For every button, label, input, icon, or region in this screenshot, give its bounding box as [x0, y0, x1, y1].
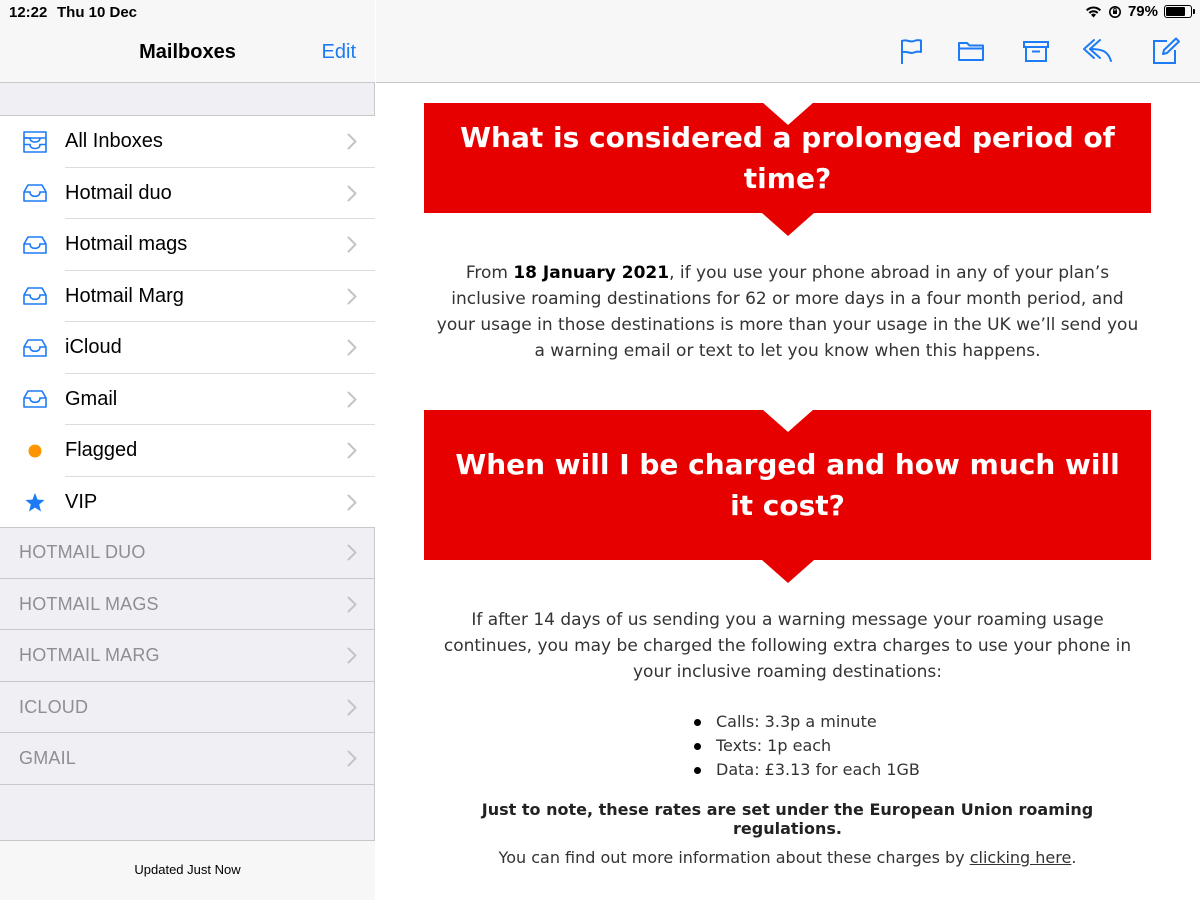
mailbox-icon — [20, 168, 50, 220]
chevron-right-icon — [347, 750, 357, 767]
orientation-lock-icon — [1108, 5, 1122, 19]
mailbox-label: VIP — [65, 490, 98, 513]
chevron-right-icon — [347, 339, 357, 356]
email-body — [376, 84, 1200, 900]
chevron-right-icon — [347, 185, 357, 202]
mailbox-row-hotmail-marg[interactable] — [0, 271, 375, 323]
battery-icon — [1164, 5, 1192, 18]
charges-list — [694, 710, 920, 782]
folder-icon — [957, 37, 985, 63]
chevron — [347, 647, 357, 669]
account-row-hotmail-marg[interactable] — [0, 630, 375, 682]
sidebar-footer — [0, 840, 375, 900]
banner-arrow — [762, 213, 814, 236]
mailbox-label: Gmail — [65, 387, 118, 410]
reply-button[interactable] — [1080, 37, 1116, 67]
flag-button[interactable] — [898, 37, 928, 67]
mailbox-row-gmail[interactable] — [0, 374, 375, 426]
heading-banner-2 — [424, 410, 1151, 560]
mailbox-row-hotmail-duo[interactable] — [0, 168, 375, 220]
mailbox-label: Hotmail mags — [65, 233, 188, 256]
star-icon — [24, 492, 46, 513]
chevron-right-icon — [347, 494, 357, 511]
chevron-right-icon — [347, 236, 357, 253]
all-inboxes-icon — [21, 129, 49, 155]
heading-charges: When will I be charged and how much will it cost? — [455, 448, 1120, 522]
archive-icon — [1022, 37, 1050, 63]
inbox-tray-icon — [21, 338, 49, 358]
banner-notch — [762, 409, 814, 432]
mailbox-list — [0, 115, 375, 528]
mailbox-icon — [20, 116, 50, 168]
paragraph-prolonged-period — [436, 260, 1139, 364]
edit-button[interactable]: Edit — [321, 41, 356, 63]
chevron — [347, 596, 357, 618]
compose-icon — [1151, 37, 1181, 65]
chevron-right-icon — [347, 596, 357, 613]
account-label: GMAIL — [19, 748, 77, 769]
battery-fill — [1166, 7, 1185, 16]
account-list — [0, 527, 375, 785]
chevron — [347, 185, 357, 207]
status-time: 12:22 — [9, 4, 48, 21]
battery-percent: 79% — [1127, 3, 1158, 20]
chevron-right-icon — [347, 699, 357, 716]
mailboxes-sidebar — [0, 0, 375, 900]
chevron-right-icon — [347, 647, 357, 664]
mailbox-icon — [20, 374, 50, 426]
charge-item: Data: £3.13 for each 1GB — [694, 758, 920, 782]
flag-icon — [898, 37, 924, 65]
mailbox-row-vip[interactable] — [0, 477, 375, 529]
inbox-tray-icon — [21, 235, 49, 255]
para1-date: 18 January 2021 — [513, 263, 670, 283]
row-separator — [0, 784, 375, 785]
wifi-icon — [1085, 5, 1102, 18]
chevron — [347, 442, 357, 464]
chevron-right-icon — [347, 442, 357, 459]
account-row-gmail[interactable] — [0, 733, 375, 785]
more-info-suffix: . — [1071, 848, 1077, 867]
chevron — [347, 494, 357, 516]
mailbox-label: All Inboxes — [65, 130, 163, 153]
banner-arrow — [762, 560, 814, 583]
account-label: HOTMAIL MAGS — [19, 593, 159, 614]
mailbox-row-icloud[interactable] — [0, 322, 375, 374]
inbox-tray-icon — [21, 183, 49, 203]
mailbox-label: Hotmail duo — [65, 181, 172, 204]
chevron — [347, 699, 357, 721]
account-label: HOTMAIL MARG — [19, 645, 160, 666]
mailbox-icon — [20, 322, 50, 374]
chevron-right-icon — [347, 133, 357, 150]
mailbox-icon — [20, 425, 50, 477]
more-info-line — [436, 848, 1139, 867]
mailbox-label: iCloud — [65, 336, 122, 359]
eu-regulations-note: Just to note, these rates are set under the European Union roaming regulations. — [481, 800, 1094, 838]
status-date: Thu 10 Dec — [57, 4, 138, 21]
chevron — [347, 339, 357, 361]
chevron — [347, 544, 357, 566]
account-row-icloud[interactable] — [0, 682, 375, 734]
compose-button[interactable] — [1151, 37, 1181, 67]
banner-notch — [762, 102, 814, 125]
clicking-here-link[interactable]: clicking here — [969, 848, 1072, 867]
charge-item: Calls: 3.3p a minute — [694, 710, 920, 734]
para1-prefix: From — [465, 263, 514, 283]
account-label: HOTMAIL DUO — [19, 542, 146, 563]
chevron-right-icon — [347, 544, 357, 561]
status-bar — [0, 0, 1200, 24]
status-right — [1085, 3, 1192, 20]
chevron — [347, 391, 357, 413]
account-label: ICLOUD — [19, 696, 89, 717]
charge-item: Texts: 1p each — [694, 734, 920, 758]
archive-button[interactable] — [1022, 37, 1052, 67]
sidebar-title: Mailboxes — [139, 41, 236, 63]
chevron — [347, 236, 357, 258]
mailbox-icon — [20, 271, 50, 323]
chevron — [347, 288, 357, 310]
mailbox-icon — [20, 219, 50, 271]
account-row-hotmail-mags[interactable] — [0, 579, 375, 631]
chevron-right-icon — [347, 391, 357, 408]
chevron-right-icon — [347, 288, 357, 305]
mailbox-icon — [20, 477, 50, 529]
reply-icon — [1080, 37, 1114, 63]
inbox-tray-icon — [21, 286, 49, 306]
orange-dot-icon — [28, 444, 42, 458]
mailbox-row-flagged[interactable] — [0, 425, 375, 477]
move-to-folder-button[interactable] — [957, 37, 987, 67]
chevron — [347, 750, 357, 772]
updated-status: Updated Just Now — [134, 862, 241, 877]
heading-banner-1 — [424, 103, 1151, 213]
account-row-hotmail-duo[interactable] — [0, 527, 375, 579]
mailbox-label: Flagged — [65, 439, 138, 462]
heading-prolonged-period: What is considered a prolonged period of time? — [460, 121, 1115, 195]
chevron — [347, 133, 357, 155]
para1-rest: , if you use your phone abroad in any of your plan’s inclusive roaming destinations for 62 or more days in a four month period, and your usage in those destinations is more than your usage in the UK we’ll send you a warning email or text to let you know when this happens. — [436, 263, 1139, 361]
paragraph-charges: If after 14 days of us sending you a warning message your roaming usage continues, you may be charged the following extra charges to use your phone in your inclusive roaming destinations: — [443, 610, 1132, 682]
mailbox-row-hotmail-mags[interactable] — [0, 219, 375, 271]
inbox-tray-icon — [21, 389, 49, 409]
more-info-prefix: You can find out more information about these charges by — [498, 848, 970, 867]
mailbox-row-all-inboxes[interactable] — [0, 116, 375, 168]
mailbox-label: Hotmail Marg — [65, 284, 184, 307]
